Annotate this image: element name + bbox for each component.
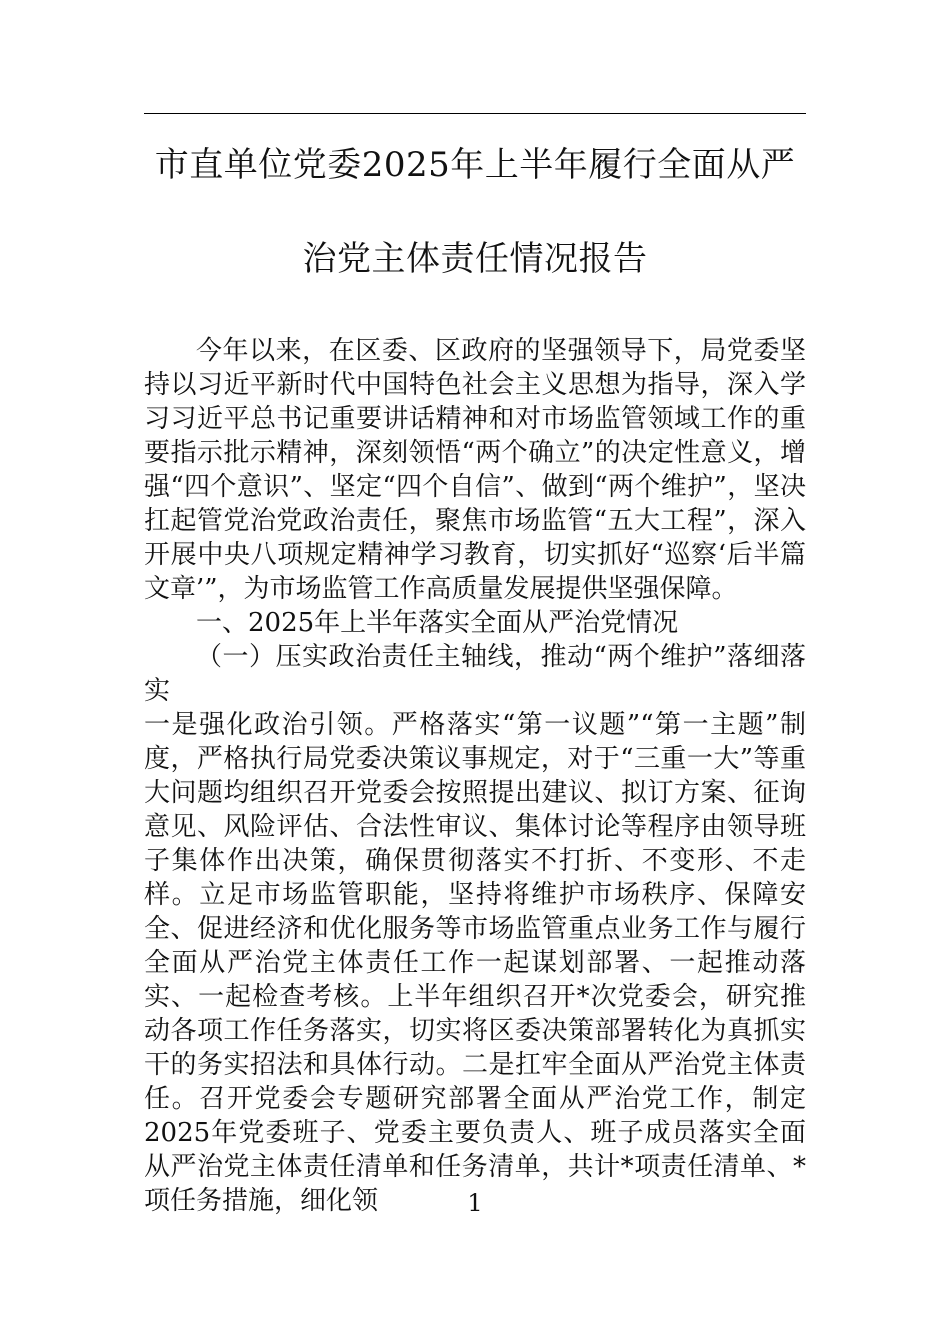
section-heading: 一、2025年上半年落实全面从严治党情况 xyxy=(196,608,679,638)
body-paragraph: 一是强化政治引领。严格落实“第一议题”“第一主题”制度，严格执行局党委决策议事规定，对于“三重一大”等重大问题均组织召开党委会按照提出建议、拟订方案、征询意见、风险评估、合法性审议、集体讨论等程序由领导班子集体作出决策，确保贯彻落实不打折、不变形、不走样。立足市场监管职能，坚持将维护市场秩序、保障安全、促进经济和优化服务等市场监管重点业务工作与履行全面从严治党主体责任工作一起谋划部署、一起推动落实、一起检查考核。上半年组织召开*次党委会，研究推动各项工作任务落实，切实将区委决策部署转化为真抓实干的务实招法和具体行动。二是扛牢全面从严治党主体责任。召开党委会专题研究部署全面从严治党工作，制定2025年党委班子、党委主要负责人、班子成员落实全面从严治党主体责任清单和任务清单，共计*项责任清单、*项任务措施，细化领 xyxy=(144,710,806,1216)
title-line-2: 治党主体责任情况报告 xyxy=(302,239,648,279)
header-rule xyxy=(144,113,806,114)
title-line-1: 市直单位党委2025年上半年履行全面从严 xyxy=(154,145,796,185)
intro-paragraph: 今年以来，在区委、区政府的坚强领导下，局党委坚持以习近平新时代中国特色社会主义思想为指导，深入学习习近平总书记重要讲话精神和对市场监管领域工作的重要指示批示精神，深刻领悟“两个确立”的决定性意义，增强“四个意识”、坚定“四个自信”、做到“两个维护”，坚决扛起管党治党政治责任，聚焦市场监管“五大工程”，深入开展中央八项规定精神学习教育，切实抓好“巡察‘后半篇文章’”，为市场监管工作高质量发展提供坚强保障。 xyxy=(144,336,806,604)
document-title xyxy=(120,145,830,279)
page-number: 1 xyxy=(467,1189,483,1217)
document-body xyxy=(144,334,806,1218)
subsection-heading: （一）压实政治责任主轴线，推动“两个维护”落细落实 xyxy=(144,642,806,706)
